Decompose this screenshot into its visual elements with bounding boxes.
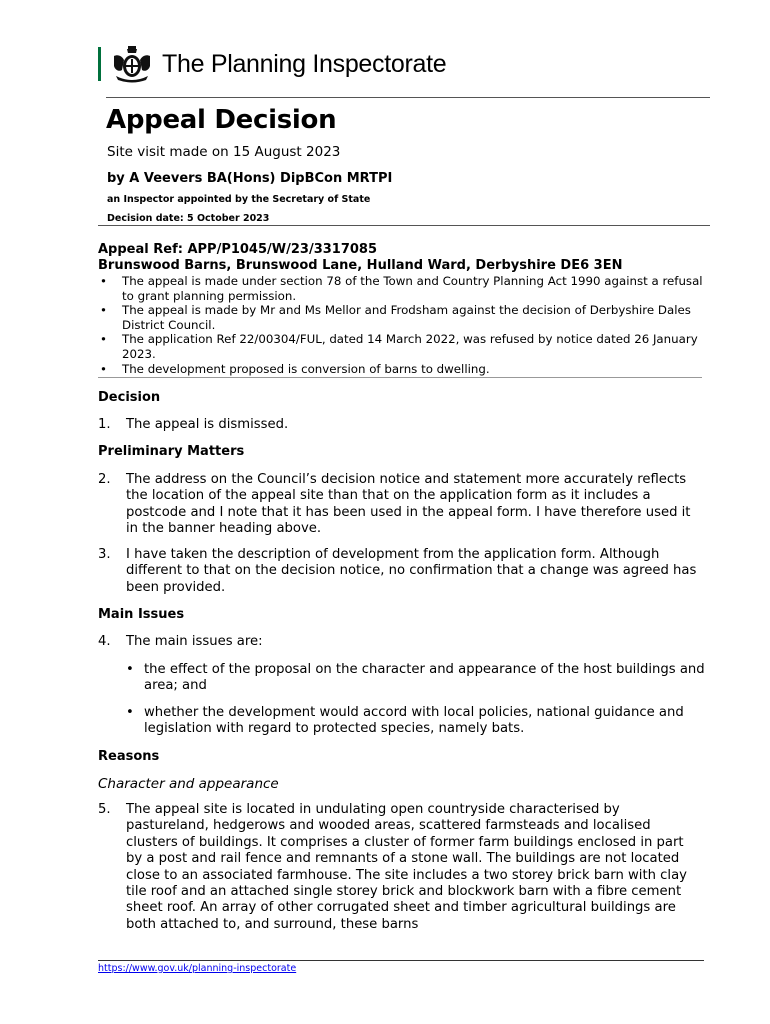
org-name: The Planning Inspectorate: [162, 50, 447, 78]
page-title: Appeal Decision: [106, 105, 337, 135]
issue-item-2: [126, 705, 706, 738]
preliminary-heading: Preliminary Matters: [98, 444, 245, 459]
appeal-site-address: Brunswood Barns, Brunswood Lane, Hulland Ward, Derbyshire DE6 3EN: [98, 258, 623, 273]
paragraph-text: I have taken the description of development from the application form. Although different to that on the decision notice, no confirmation that a change was agreed has been provided.: [126, 547, 697, 595]
appeal-ref: Appeal Ref: APP/P1045/W/23/3317085: [98, 242, 378, 257]
logo-accent-bar: [98, 47, 101, 81]
paragraph-text: The appeal is dismissed.: [126, 417, 289, 432]
list-item: • The application Ref 22/00304/FUL, dated 14 March 2022, was refused by notice dated 26 January 2023.: [98, 332, 710, 361]
footer-link[interactable]: https://www.gov.uk/planning-inspectorate: [98, 963, 297, 974]
paragraph-text: The appeal site is located in undulating open countryside characterised by pastureland, hedgerows and wooded areas, scattered farmsteads and localised clusters of buildings. It comprises a cluster of former farm buildings enclosed in part by a post and rail fence and remnants of a stone wall. The buildings are not located close to an associated farmhouse. The site includes a two storey brick barn with clay tile roof and an attached single storey brick and blockwork barn with a fibre cement sheet roof. An array of other corrugated sheet and timber agricultural buildings are both attached to, and surround, these barns: [126, 802, 687, 932]
paragraph-1: [98, 417, 703, 433]
decision-heading: Decision: [98, 390, 161, 405]
paragraph-number: 3.: [98, 547, 111, 562]
site-visit-date: Site visit made on 15 August 2023: [107, 144, 341, 160]
issue-text: the effect of the proposal on the character and appearance of the host buildings and area; and: [144, 662, 705, 694]
appeal-details-list: [98, 274, 710, 376]
list-item: • The appeal is made under section 78 of the Town and Country Planning Act 1990 against a refusal to grant planning permission.: [98, 274, 710, 303]
main-issues-heading: Main Issues: [98, 607, 185, 622]
paragraph-number: 4.: [98, 634, 111, 649]
title-divider: [98, 225, 710, 226]
bullet-icon: •: [126, 662, 134, 677]
issue-item-1: [126, 662, 706, 695]
issue-text: whether the development would accord with local policies, national guidance and legislation with regard to protected species, namely bats.: [144, 705, 684, 737]
paragraph-number: 5.: [98, 802, 111, 817]
paragraph-5: [98, 802, 703, 933]
reasons-heading: Reasons: [98, 749, 160, 764]
paragraph-3: [98, 547, 703, 596]
paragraph-number: 1.: [98, 417, 111, 432]
paragraph-number: 2.: [98, 472, 111, 487]
paragraph-4: [98, 634, 703, 650]
header-divider: [106, 97, 710, 98]
paragraph-text: The address on the Council’s decision notice and statement more accurately reflects the location of the appeal site than that on the application form as it includes a postcode and I note that it has been used in the appeal form. I have therefore used it in the banner heading above.: [126, 472, 691, 537]
paragraph-2: [98, 472, 703, 538]
summary-divider: [98, 377, 702, 378]
inspector-name: by A Veevers BA(Hons) DipBCon MRTPI: [107, 171, 393, 186]
list-item: • The development proposed is conversion of barns to dwelling.: [98, 362, 710, 377]
footer-divider: [98, 960, 704, 961]
royal-crest-icon: [108, 44, 156, 84]
list-item: • The appeal is made by Mr and Ms Mellor and Frodsham against the decision of Derbyshire Dales District Council.: [98, 303, 710, 332]
inspector-appointment: an Inspector appointed by the Secretary of State: [107, 194, 371, 205]
bullet-icon: •: [126, 705, 134, 720]
character-subheading: Character and appearance: [98, 776, 279, 792]
paragraph-text: The main issues are:: [126, 634, 263, 649]
decision-date: Decision date: 5 October 2023: [107, 213, 270, 224]
